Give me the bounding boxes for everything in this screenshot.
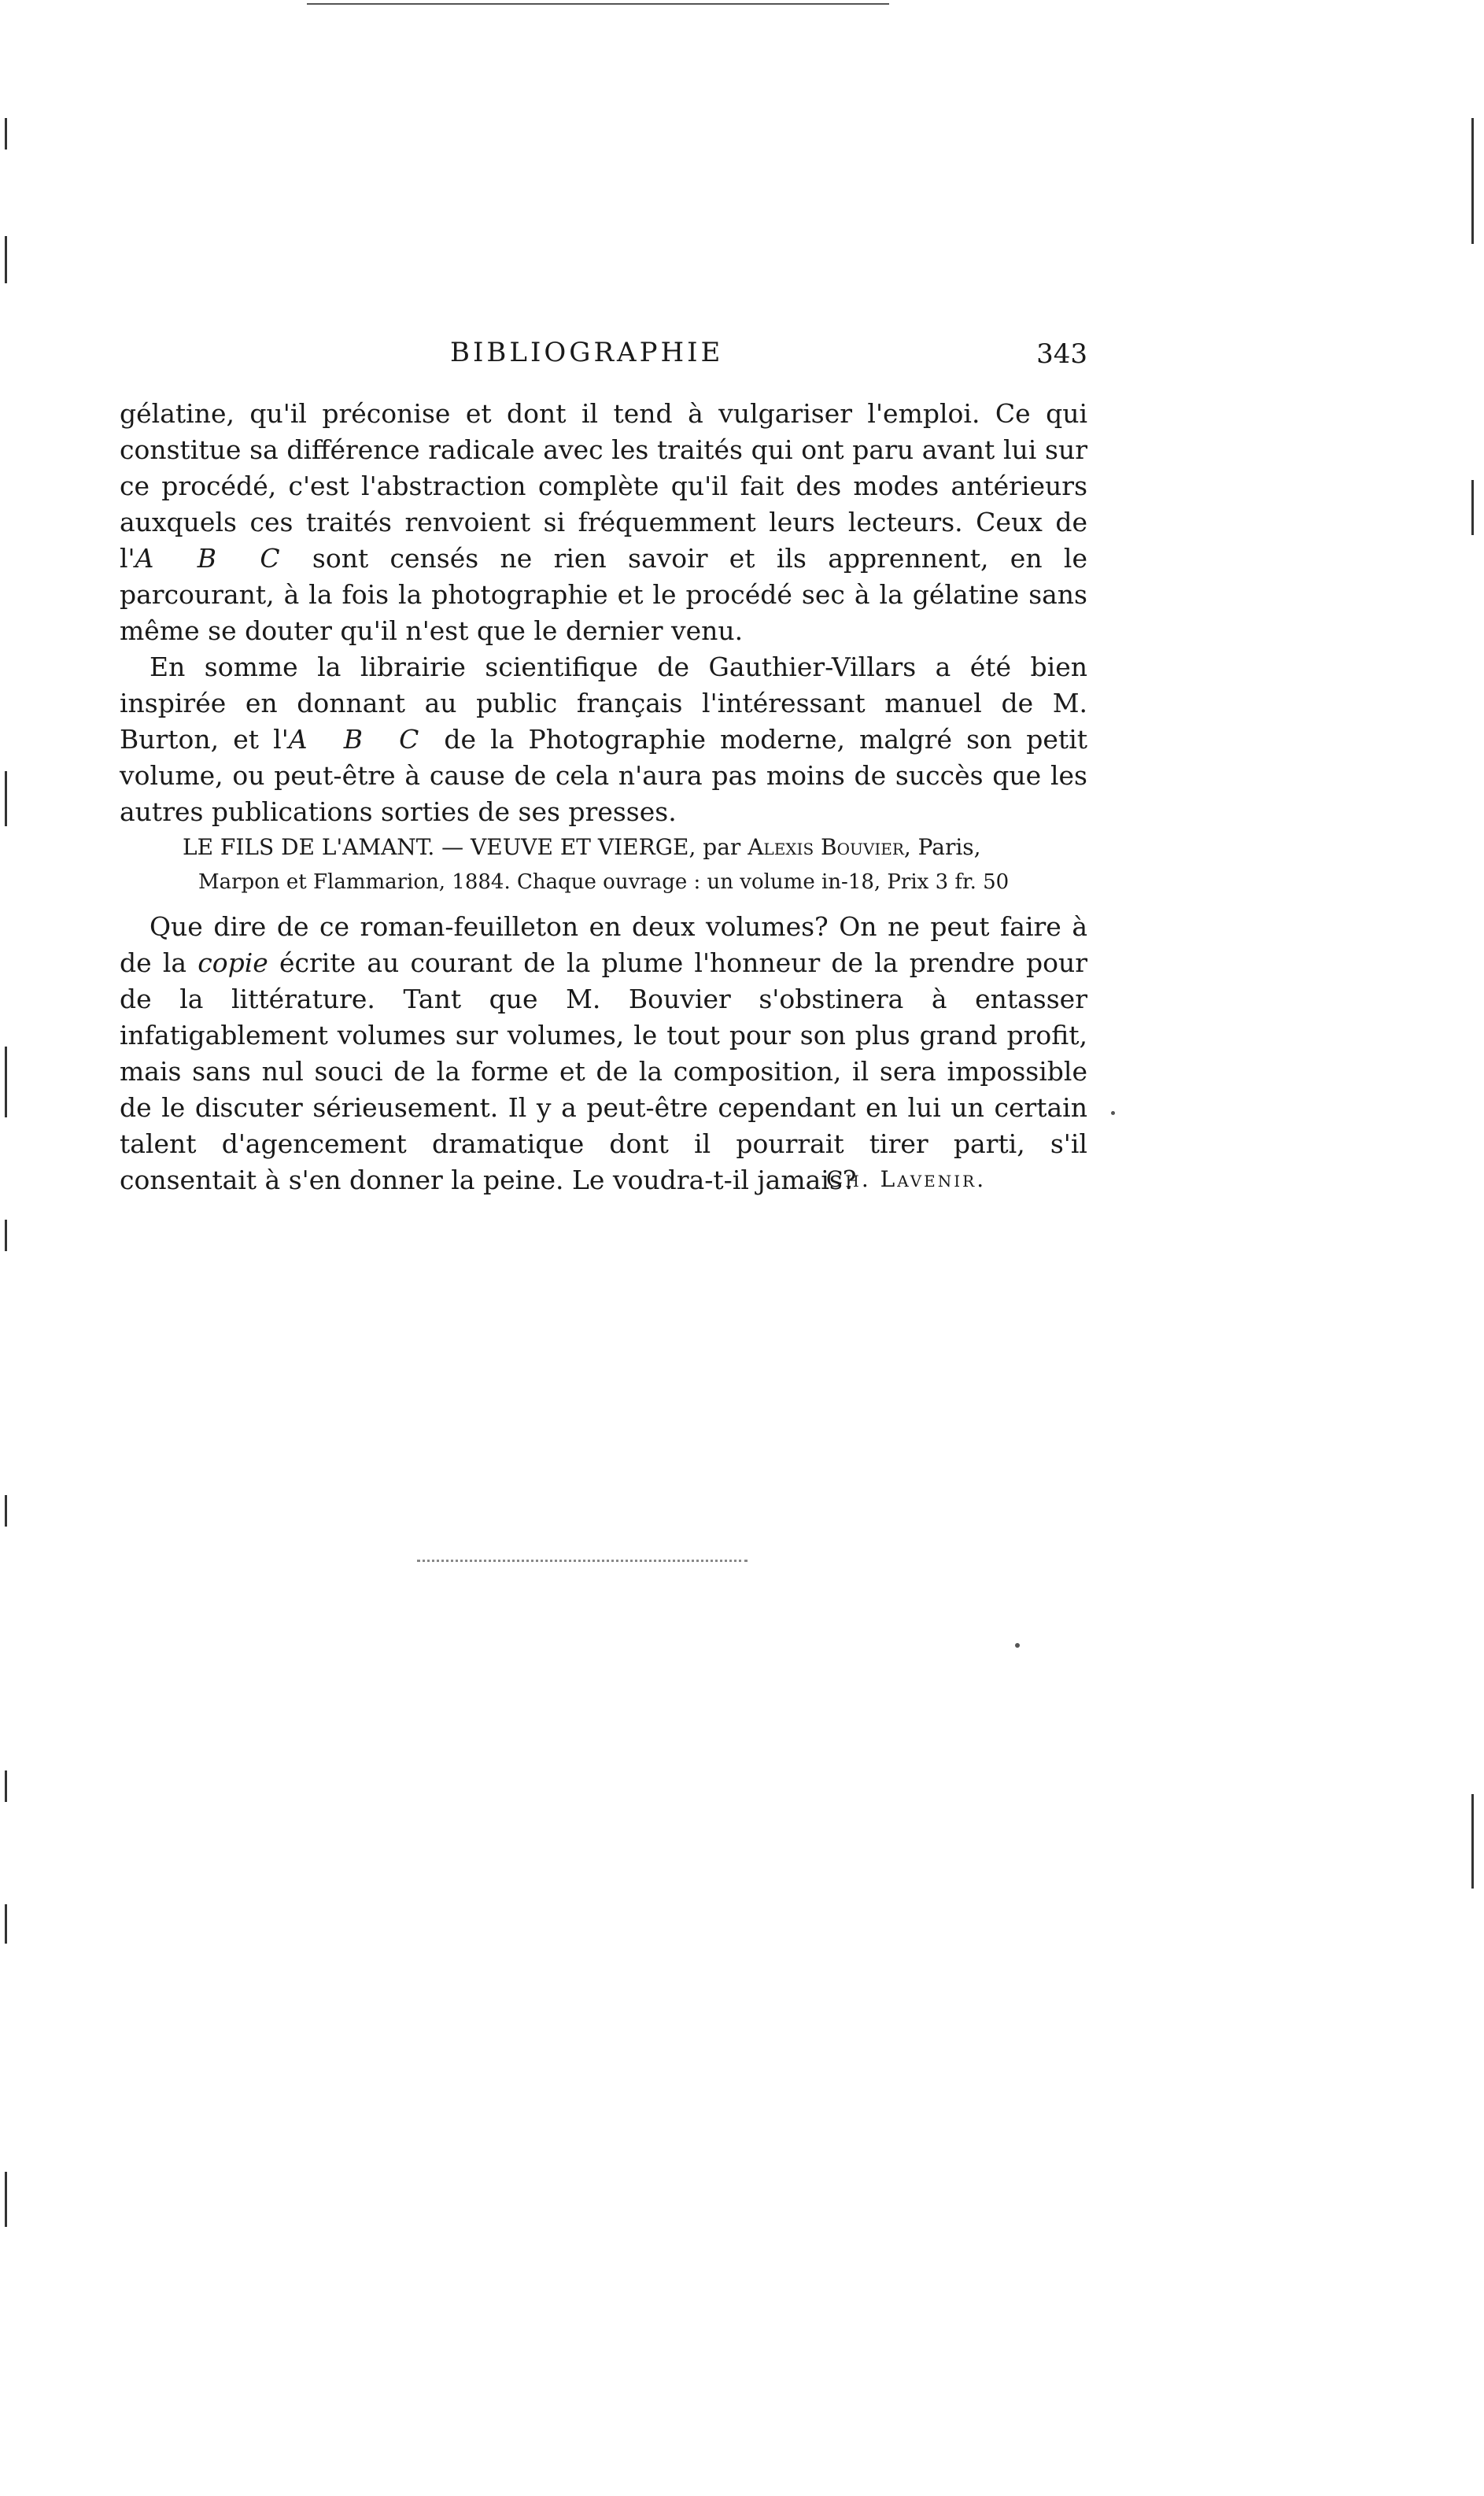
scan-edge-mark xyxy=(5,771,7,826)
entry-place: , Paris, xyxy=(903,834,981,860)
signature: Ch. Lavenir. xyxy=(826,1166,987,1192)
scan-edge-mark xyxy=(1471,118,1474,244)
scan-speck xyxy=(1015,1643,1020,1648)
paragraph-text: sont censés ne rien savoir et ils apprennent, en le parcourant, à la fois la photographie et le procédé sec à la gélatine sans même se douter qu'il n'est que le dernier venu. xyxy=(120,543,1087,646)
scan-edge-mark xyxy=(1471,1794,1474,1889)
paragraph-gelatine xyxy=(120,396,1087,649)
running-head xyxy=(120,337,1087,376)
paragraph-text: gélatine, qu'il préconise et dont il tend à vulgariser l'emploi. Ce qui constitue sa différence radicale avec les traités qui ont paru avant lui sur ce procédé, c'est l'abstraction complète qu'il fait des modes antérieurs auxquels ces traités renvoient si fréquemment leurs lecteurs. Ceux de l' xyxy=(120,398,1087,574)
abc-title: A B C xyxy=(288,724,430,755)
scan-speck xyxy=(1111,1111,1115,1115)
paragraph-text: Que dire de ce roman-feuilleton en deux volumes? On ne peut faire à de la xyxy=(120,911,1087,978)
abc-title: A B C xyxy=(135,543,291,574)
scan-edge-mark xyxy=(5,1495,7,1527)
entry-title: LE FILS DE L'AMANT. — VEUVE ET VIERGE, par xyxy=(183,834,748,860)
page-number: 343 xyxy=(1036,338,1087,370)
review-text xyxy=(120,909,1087,1198)
scan-edge-mark xyxy=(5,1047,7,1117)
italic-word: copie xyxy=(197,947,268,978)
entry-title-line xyxy=(120,830,1087,865)
paragraph-text: écrite au courant de la plume l'honneur de la prendre pour de la littérature. Tant que M. Bouvier s'obstinera à entasser infatigablement volumes sur volumes, le tout pour son plus grand profit, mais sans nul souci de la forme et de la composition, il sera impossible de le discuter sérieusement. Il y a peut-être cependant en lui un certain talent d'agencement dramatique dont il pourrait tirer parti, s'il consentait à s'en donner la peine. Le voudra-t-il jamais? xyxy=(120,947,1087,1195)
scan-edge-mark xyxy=(5,1904,7,1944)
entry-details: Marpon et Flammarion, 1884. Chaque ouvrage : un volume in-18, Prix 3 fr. 50 xyxy=(198,870,1010,894)
scan-edge-mark xyxy=(5,236,7,283)
scan-top-rule xyxy=(307,3,889,5)
scan-edge-mark xyxy=(1471,480,1474,535)
entry-author: Alexis Bouvier xyxy=(748,834,904,860)
scan-edge-mark xyxy=(5,118,7,150)
scan-edge-mark xyxy=(5,1770,7,1802)
paragraph-en-somme xyxy=(120,649,1087,830)
bibliography-continued-text xyxy=(120,396,1087,830)
paragraph-text: En somme la librairie scientifique de Gauthier-Villars a été bien inspirée en donnant au public français l'intéressant manuel de M. Burton, et l' xyxy=(120,652,1087,755)
entry-heading xyxy=(120,830,1087,899)
paragraph-text: de la Photographie moderne, malgré son petit volume, ou peut-être à cause de cela n'aura pas moins de succès que les autres publications sorties de ses presses. xyxy=(120,724,1088,827)
scan-edge-mark xyxy=(5,1220,7,1251)
scan-dotted-line xyxy=(417,1560,748,1565)
running-title: BIBLIOGRAPHIE xyxy=(450,337,724,368)
paragraph-review xyxy=(120,909,1087,1198)
scan-edge-mark xyxy=(5,2172,7,2227)
